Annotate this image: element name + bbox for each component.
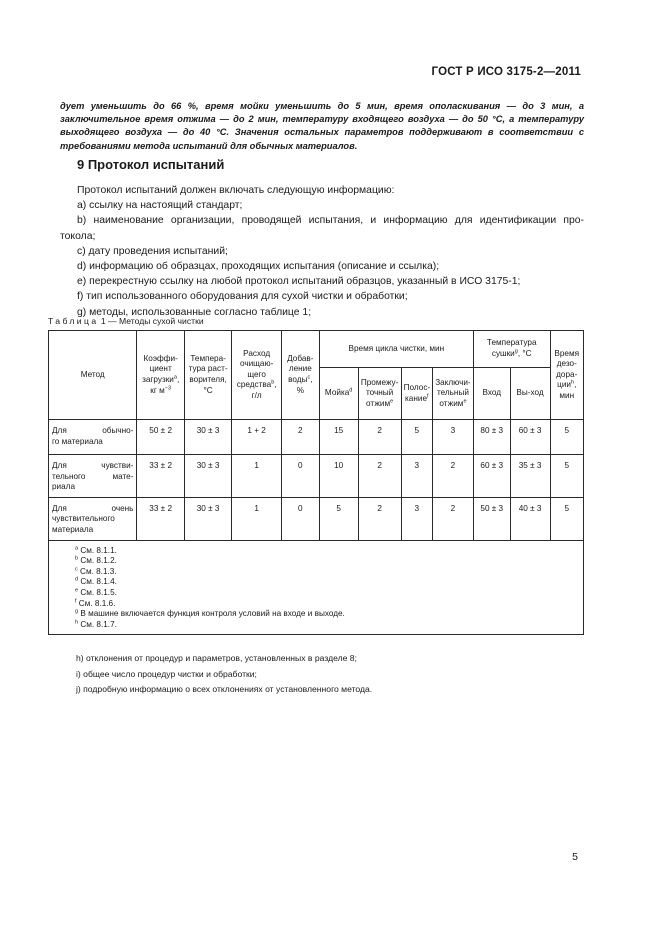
cell: 5 (319, 497, 358, 540)
cell: 80 ± 3 (473, 420, 510, 455)
cell: 50 ± 2 (137, 420, 184, 455)
list-item-d: d) информацию об образцах, проходящих испытания (описание и ссылка); (77, 261, 440, 273)
list-item-f: f) тип использованного оборудования для сухой чистки и обработки; (77, 291, 408, 303)
list-item-b-cont: токола; (60, 230, 96, 242)
cell: 0 (281, 497, 319, 540)
cell: 3 (401, 497, 432, 540)
header-rinse: Полос-кание$^f$ (401, 368, 432, 420)
methods-table (48, 330, 584, 635)
cell: 60 ± 3 (510, 420, 550, 455)
table-row (49, 455, 584, 498)
cell: 2 (358, 420, 401, 455)
list-item-i: i) общее число процедур чистки и обработки; (76, 668, 257, 679)
report-requirements-cont (76, 651, 372, 698)
list-item-g: g) методы, использованные согласно таблице 1; (77, 306, 312, 318)
cell: 33 ± 2 (137, 497, 184, 540)
intro-paragraph (60, 100, 584, 153)
header-wash: Мойка$^d$ (319, 368, 358, 420)
cell: 40 ± 3 (510, 497, 550, 540)
table-note: $^e$ См. 8.1.5. (75, 587, 117, 597)
cell: 1 + 2 (232, 420, 282, 455)
table-row (49, 497, 584, 540)
document-header: ГОСТ Р ИСО 3175-2—2011 (431, 66, 581, 78)
cell: 3 (432, 420, 473, 455)
intro-line: дует уменьшить до 66 %, время мойки уменьшить до 5 мин, время ополаскивания — до 3 мин, а (60, 101, 584, 111)
header-water-add: Добав-ление воды$^c$, % (281, 331, 319, 420)
intro-line: выходящего воздуха — до 40 °С. Значения остальных параметров поддерживают в соответствии с (60, 127, 584, 138)
cell: 10 (319, 455, 358, 498)
table-note: $^f$ См. 8.1.6. (75, 597, 116, 608)
header-outlet: Вы-ход (510, 368, 550, 420)
cell: 2 (432, 455, 473, 498)
cell: 2 (432, 497, 473, 540)
cell: 1 (232, 455, 282, 498)
cell: 3 (401, 455, 432, 498)
row-method: Для очень чувствительного материала (49, 497, 137, 540)
cell: 1 (232, 497, 282, 540)
cell: 5 (550, 497, 584, 540)
cell: 35 ± 3 (510, 455, 550, 498)
table-note: $^g$ В машине включается функция контроля условий на входе и выходе. (75, 608, 345, 619)
cell: 2 (281, 420, 319, 455)
row-method: Для обычно- го материала (49, 420, 137, 455)
header-load: Коэффи-циент загрузки$^a$, кг $м^{-3}$ (137, 331, 184, 420)
body-lead: Протокол испытаний должен включать следующую информацию: (77, 185, 395, 196)
list-item-e: e) перекрестную ссылку на любой протокол испытаний образцов, указанный в ИСО 3175-1; (77, 276, 521, 288)
table-caption-word: Таблица (48, 316, 99, 326)
table-note: $^d$ См. 8.1.4. (75, 576, 117, 587)
table-notes (49, 540, 584, 635)
cell: 33 ± 2 (137, 455, 184, 498)
header-solvent-temp: Темпера-тура раст-ворителя, °С (184, 331, 231, 420)
header-inter-spin: Промежу-точный отжим$^e$ (358, 368, 401, 420)
section-heading: 9 Протокол испытаний (77, 157, 225, 172)
cell: 5 (401, 420, 432, 455)
page-number: 5 (572, 851, 578, 863)
intro-line: заключительное время отжима — до 2 мин, температуру входящего воздуха — до 50 °С, а температуру (60, 114, 584, 125)
cell: 60 ± 3 (473, 455, 510, 498)
cell: 50 ± 3 (473, 497, 510, 540)
cell: 30 ± 3 (184, 497, 231, 540)
cell: 2 (358, 455, 401, 498)
header-deodorization: Время дезо-дора-ции$^h$, мин (550, 331, 584, 420)
table-caption (48, 316, 204, 326)
header-inlet: Вход (473, 368, 510, 420)
table-note: $^h$ См. 8.1.7. (75, 618, 117, 629)
table-caption-title: 1 — Методы сухой чистки (98, 316, 204, 326)
list-item-a: a) ссылку на настоящий стандарт; (77, 200, 243, 212)
header-cycle-time: Время цикла чистки, мин (319, 331, 473, 368)
cell: 30 ± 3 (184, 455, 231, 498)
cell: 0 (281, 455, 319, 498)
table-row (49, 420, 584, 455)
cell: 5 (550, 455, 584, 498)
header-dry-temp: Температура сушки$^g$, °С (473, 331, 550, 368)
list-item-h: h) отклонения от процедур и параметров, установленных в разделе 8; (76, 653, 357, 663)
header-final-spin: Заключи-тельный отжим$^e$ (432, 368, 473, 420)
table-note: $^c$ См. 8.1.3. (75, 566, 117, 576)
row-method: Для чувстви- тельного мате- риала (49, 455, 137, 498)
list-item-j: j) подробную информацию о всех отклонениях от установленного метода. (76, 684, 373, 695)
cell: 15 (319, 420, 358, 455)
cell: 2 (358, 497, 401, 540)
table-notes-row (49, 540, 584, 635)
report-requirements (60, 183, 584, 320)
list-item-b: b) наименование организации, проводящей испытания, и информацию для идентификации про- (77, 215, 584, 227)
header-method: Метод (49, 331, 137, 420)
list-item-c: c) дату проведения испытаний; (77, 245, 228, 257)
header-cleaner-flow: Расход очищаю-щего средства$^b$, г/л (232, 331, 282, 420)
cell: 5 (550, 420, 584, 455)
intro-line: требованиями метода испытаний для обычных материалов. (60, 140, 358, 151)
table-note: $^a$ См. 8.1.1. (75, 544, 117, 555)
cell: 30 ± 3 (184, 420, 231, 455)
table-note: $^b$ См. 8.1.2. (75, 555, 117, 566)
